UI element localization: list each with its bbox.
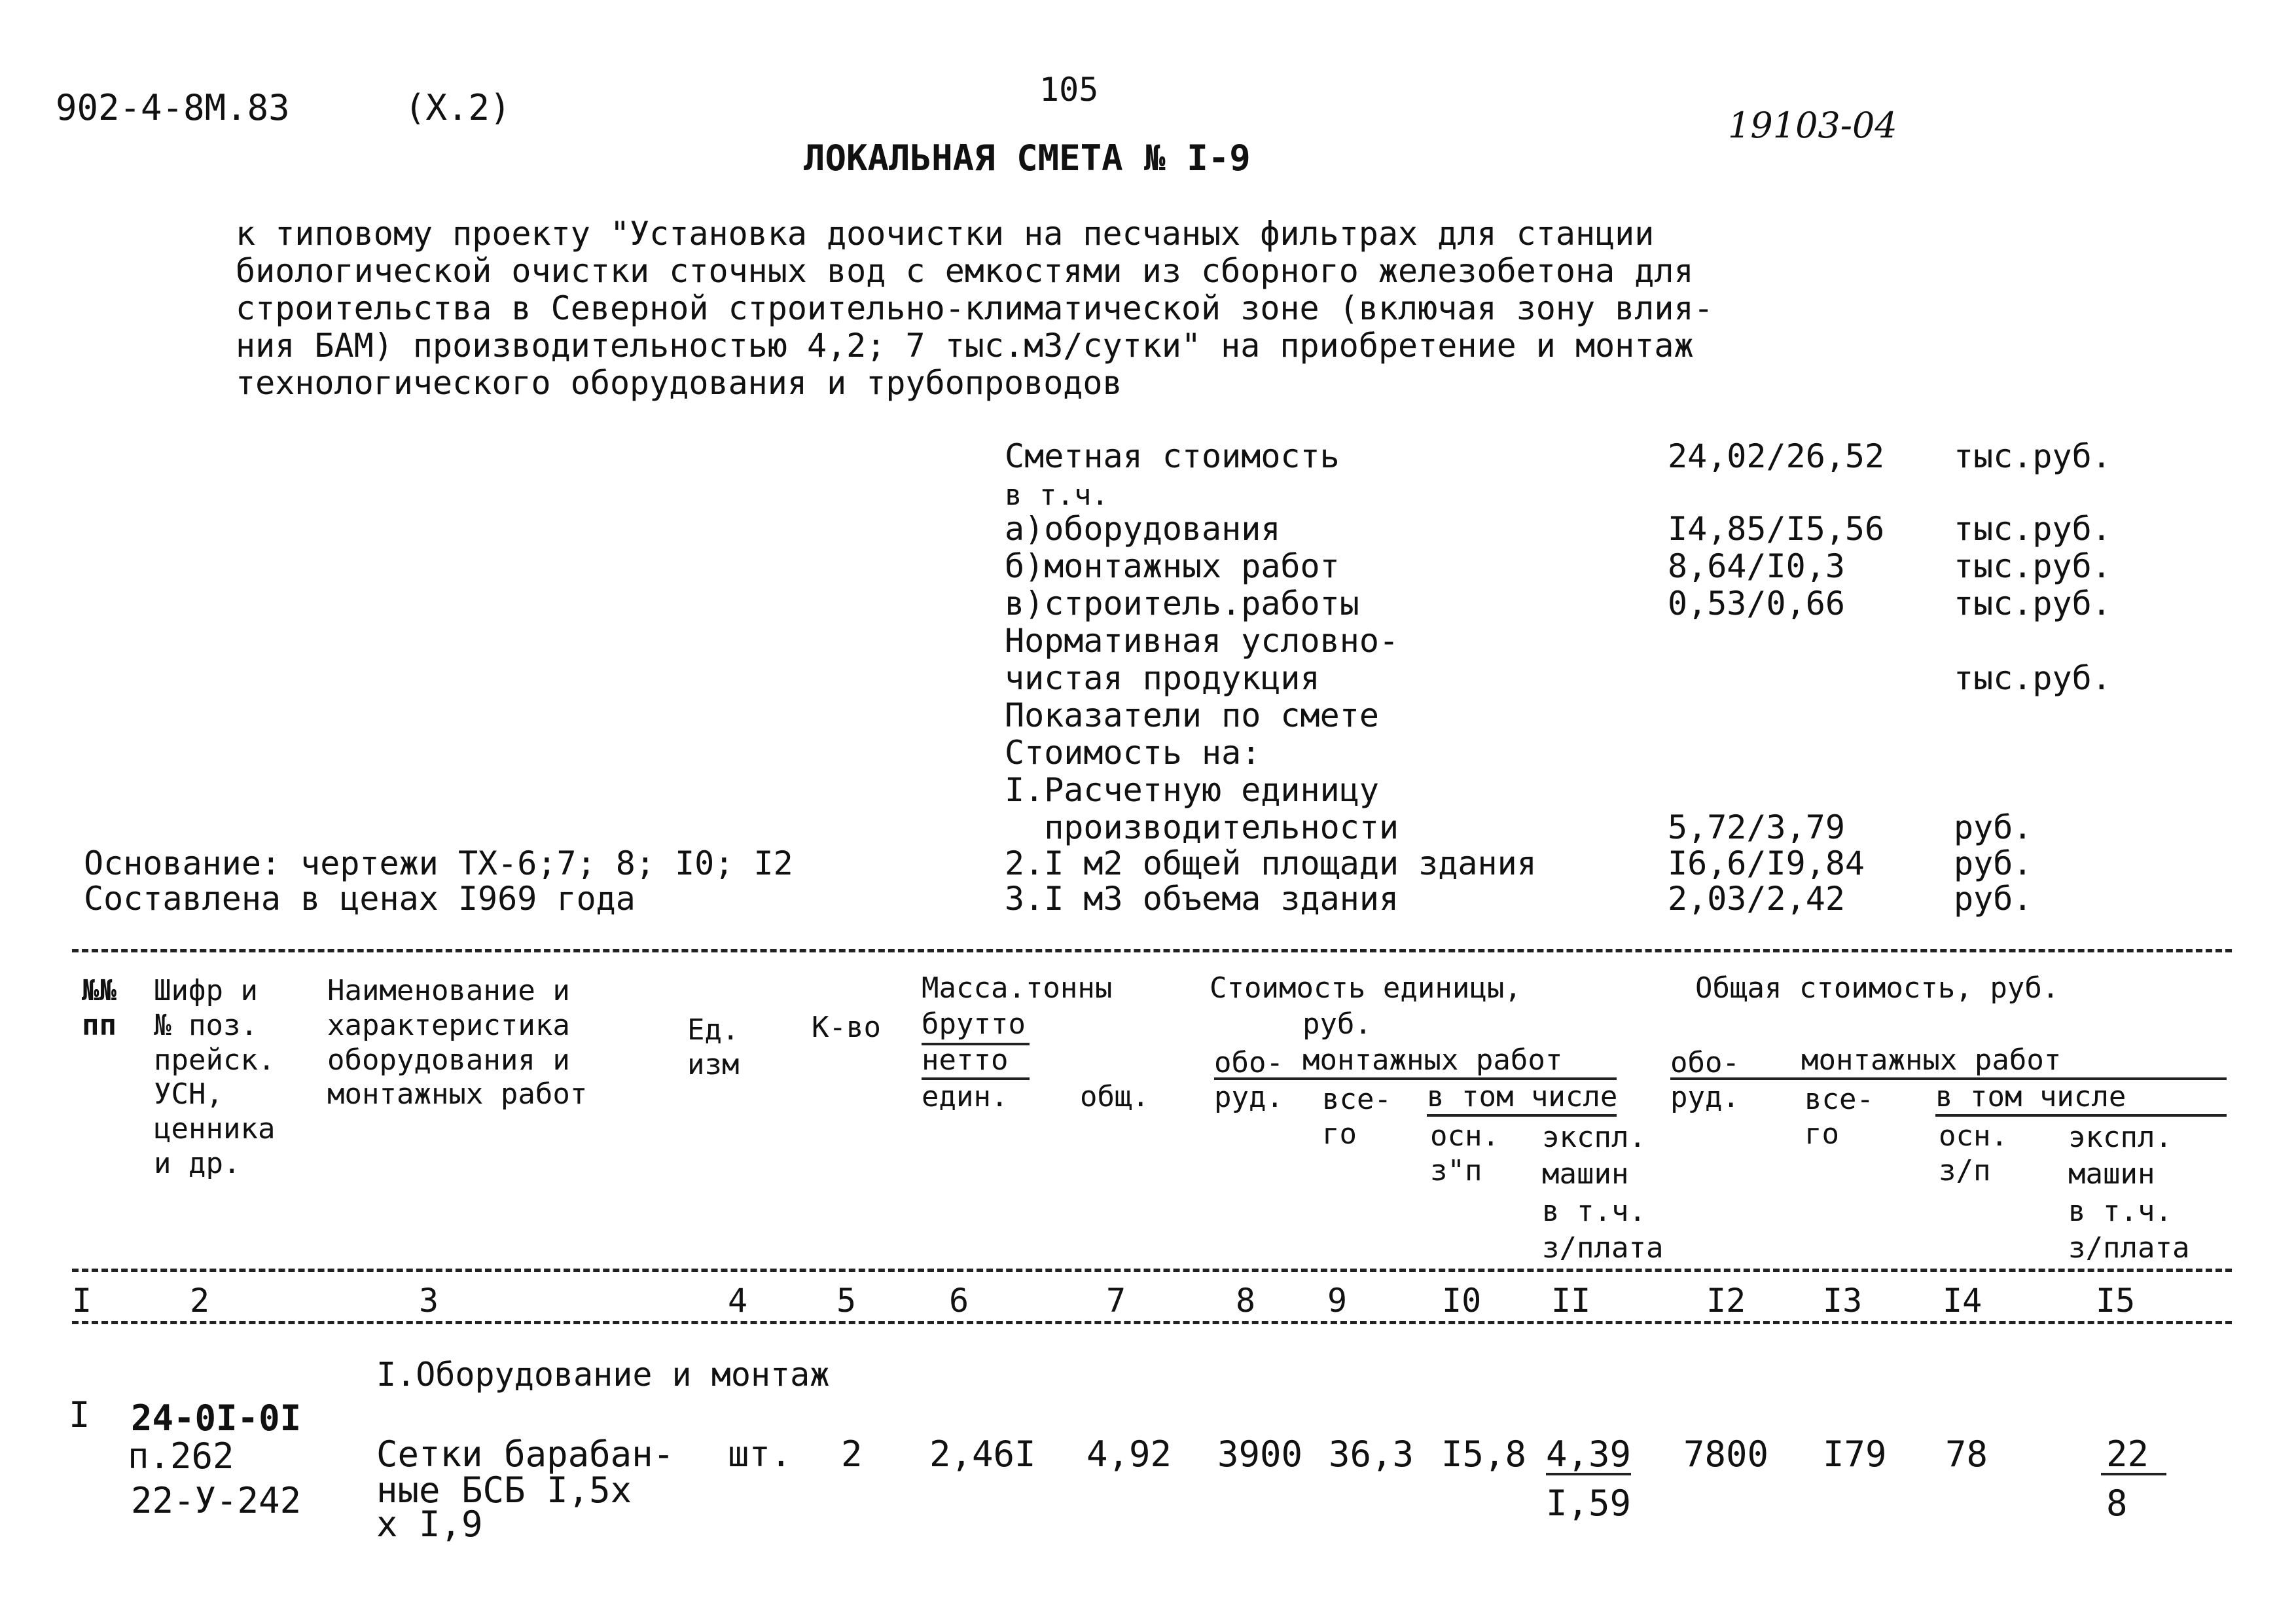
page-title: ЛОКАЛЬНАЯ СМЕТА № I-9 (804, 137, 1251, 179)
row-catalog-item: п.262 (128, 1435, 234, 1477)
summary-value: 8,64/I0,3 (1668, 547, 1845, 585)
page-number: 105 (1039, 71, 1099, 109)
header-mass-netto: нетто (922, 1043, 1009, 1077)
row-mass-unit: 2,46I (929, 1434, 1036, 1475)
summary-label: б)монтажных работ (1005, 547, 1340, 585)
header-unit-mount: монтажных работ (1302, 1043, 1563, 1077)
header-bottom-rule (72, 1269, 2232, 1272)
section-title: I.Оборудование и монтаж (376, 1356, 830, 1394)
row-total-machines-underline (2101, 1473, 2166, 1475)
column-number: II (1551, 1282, 1591, 1320)
row-name: х I,9 (376, 1504, 483, 1545)
summary-label: Сметная стоимость (1005, 437, 1340, 475)
sheet-code: (Х.2) (404, 87, 511, 128)
row-mass-total: 4,92 (1086, 1434, 1172, 1475)
summary-unit: тыс.руб. (1954, 510, 2111, 548)
summary-unit: руб. (1954, 808, 2033, 846)
header-unit-incl: в том числе (1427, 1080, 1618, 1113)
summary-unit: тыс.руб. (1954, 547, 2111, 585)
column-number: 6 (949, 1282, 969, 1320)
header-unit-cost: Стоимость единицы, (1210, 971, 1522, 1005)
summary-label: Нормативная условно- (1005, 622, 1399, 660)
basis-drawings: Основание: чертежи ТХ-6;7; 8; I0; I2 (84, 844, 793, 882)
summary-label: в)строитель.работы (1005, 585, 1359, 623)
summary-value: I4,85/I5,56 (1668, 510, 1885, 548)
header-unit-machines: экспл. машин в т.ч. з/плата (1542, 1121, 1664, 1265)
column-number: I0 (1442, 1282, 1482, 1320)
handwritten-archive-number: 19103-04 (1728, 105, 1897, 146)
total-incl-underline (1935, 1114, 2227, 1117)
header-total-cost: Общая стоимость, руб. (1695, 971, 2060, 1005)
summary-label: 3.I м3 объема здания (1005, 880, 1399, 918)
summary-label: в т.ч. (1005, 478, 1109, 512)
column-number: 8 (1236, 1282, 1256, 1320)
row-total-mount: I79 (1823, 1434, 1887, 1475)
summary-label: 2.I м2 общей площади здания (1005, 844, 1537, 882)
summary-unit: руб. (1954, 880, 2033, 918)
header-unit-equipment: обо- руд. (1214, 1046, 1283, 1114)
row-unit: шт. (728, 1434, 792, 1475)
row-total-machines: 22 (2106, 1434, 2149, 1475)
header-total-mount: монтажных работ (1801, 1043, 2062, 1077)
column-number: 5 (836, 1282, 857, 1320)
description-line: ния БАМ) производительностью 4,2; 7 тыс.м3/сутки" на приобретение и монтаж (236, 327, 1694, 365)
description-line: к типовому проекту "Установка доочистки на песчаных фильтрах для станции (236, 215, 1655, 253)
column-number: 4 (728, 1282, 748, 1320)
description-line: технологического оборудования и трубопроводов (236, 364, 1122, 402)
row-unit-machines-wage: I,59 (1546, 1483, 1632, 1524)
column-number: 9 (1327, 1282, 1348, 1320)
column-number: I2 (1706, 1282, 1746, 1320)
summary-label: Показатели по смете (1005, 696, 1379, 734)
header-code: Шифр и № поз. прейск. УСН, ценника и др. (154, 974, 276, 1180)
row-total-base-wage: 78 (1945, 1434, 1988, 1475)
summary-unit: руб. (1954, 844, 2033, 882)
row-unit-machines-underline (1546, 1473, 1631, 1475)
summary-label: I.Расчетную единицу (1005, 771, 1379, 809)
column-number: 2 (190, 1282, 210, 1320)
summary-value: 24,02/26,52 (1668, 437, 1885, 475)
summary-value: 0,53/0,66 (1668, 585, 1845, 623)
row-total-equipment: 7800 (1683, 1434, 1769, 1475)
header-mass-brutto: брутто (922, 1007, 1026, 1041)
row-name: ные БСБ I,5х (376, 1470, 632, 1511)
header-qty: К-во (812, 1011, 881, 1044)
summary-label: Стоимость на: (1005, 734, 1261, 772)
header-unit-mount-all: все- го (1322, 1083, 1391, 1151)
column-number: I (72, 1282, 92, 1320)
summary-value: 2,03/2,42 (1668, 880, 1845, 918)
row-quantity: 2 (841, 1434, 863, 1475)
row-unit-base-wage: I5,8 (1441, 1434, 1527, 1475)
summary-unit: тыс.руб. (1954, 659, 2111, 697)
column-number: I5 (2096, 1282, 2136, 1320)
unit-incl-underline (1427, 1114, 1617, 1117)
summary-label: а)оборудования (1005, 510, 1281, 548)
header-total-machines: экспл. машин в т.ч. з/плата (2068, 1121, 2190, 1265)
column-number: 3 (419, 1282, 439, 1320)
header-unit: Ед. изм (687, 1013, 740, 1081)
summary-unit: тыс.руб. (1954, 585, 2111, 623)
row-price-list: 22-У-242 (131, 1480, 302, 1521)
header-mass: Масса.тонны (922, 971, 1113, 1005)
table-top-rule (72, 949, 2232, 952)
description-line: строительства в Северной строительно-климатической зоне (включая зону влия- (236, 289, 1713, 327)
row-unit-machines: 4,39 (1546, 1434, 1632, 1475)
header-total-mount-all: все- го (1804, 1083, 1874, 1151)
row-number: I (69, 1394, 90, 1435)
basis-prices: Составлена в ценах I969 года (84, 880, 636, 918)
header-unit-base-wage: осн. з"п (1430, 1119, 1499, 1187)
row-code: 24-0I-0I (131, 1398, 302, 1439)
column-number: I3 (1823, 1282, 1863, 1320)
summary-unit: тыс.руб. (1954, 437, 2111, 475)
summary-value: 5,72/3,79 (1668, 808, 1845, 846)
column-numbers-rule (72, 1321, 2232, 1324)
row-unit-equipment-cost: 3900 (1217, 1434, 1303, 1475)
row-total-machines-wage: 8 (2106, 1483, 2128, 1524)
header-mass-unit: един. (922, 1080, 1009, 1113)
row-name: Сетки барабан- (376, 1434, 675, 1475)
header-total-base-wage: осн. з/п (1939, 1119, 2008, 1187)
summary-label: чистая продукция (1005, 659, 1320, 697)
row-unit-mount-cost: 36,3 (1329, 1434, 1414, 1475)
header-unit-cost-rub: руб. (1302, 1007, 1372, 1041)
description-line: биологической очистки сточных вод с емкостями из сборного железобетона для (236, 252, 1694, 290)
header-name: Наименование и характеристика оборудования и монтажных работ (327, 974, 588, 1111)
header-total-incl: в том числе (1935, 1080, 2126, 1113)
header-total-equipment: обо- руд. (1670, 1046, 1740, 1114)
header-row-number: №№ пп (82, 974, 117, 1042)
column-number: 7 (1106, 1282, 1126, 1320)
column-number: I4 (1943, 1282, 1982, 1320)
document-code: 902-4-8М.83 (56, 87, 290, 128)
summary-label: производительности (1005, 808, 1399, 846)
header-mass-total: общ. (1080, 1080, 1149, 1113)
summary-value: I6,6/I9,84 (1668, 844, 1865, 882)
